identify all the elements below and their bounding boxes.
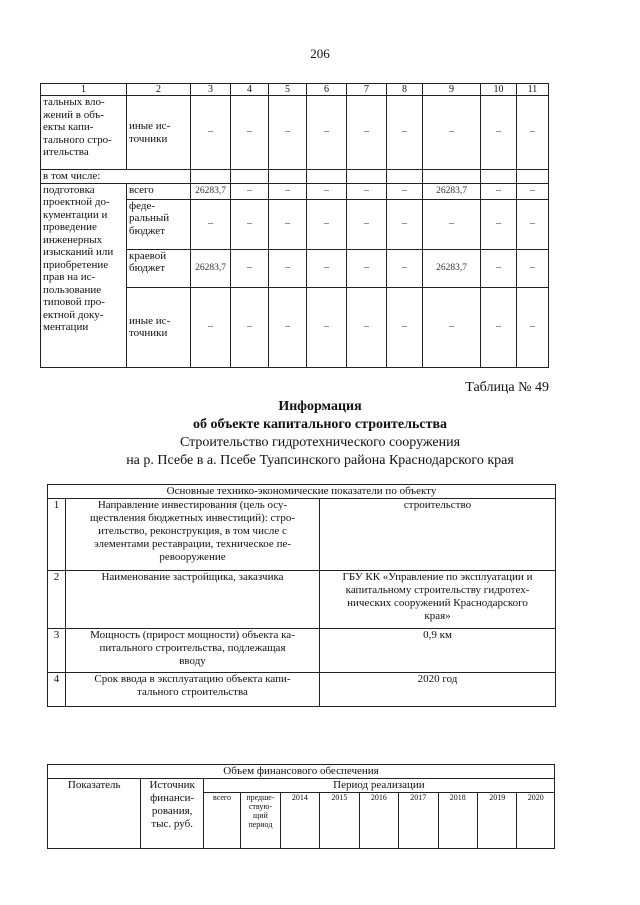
column-number: 4 — [231, 84, 269, 96]
row-value: 2020 год — [320, 673, 556, 707]
value-cell: – — [387, 96, 423, 170]
row-value: ГБУ КК «Управление по эксплуатации и капитальному строительству гидротех- нических сооружений Краснодарского края» — [320, 571, 556, 629]
table-row — [41, 170, 549, 184]
row-number: 1 — [48, 499, 66, 571]
period-column: 2015 — [320, 793, 359, 849]
value-cell: – — [481, 183, 517, 199]
value-cell: – — [231, 249, 269, 287]
period-column: 2017 — [399, 793, 438, 849]
value-cell: – — [423, 199, 481, 249]
value-cell: 26283,7 — [191, 249, 231, 287]
source-cell: иные ис- точники — [127, 96, 191, 170]
value-cell: – — [231, 287, 269, 367]
value-cell: – — [481, 199, 517, 249]
column-number: 9 — [423, 84, 481, 96]
value-cell: – — [517, 96, 549, 170]
column-header-source: Источник финанси- рования, тыс. руб. — [141, 779, 203, 849]
value-cell: – — [269, 199, 307, 249]
period-column: 2016 — [359, 793, 398, 849]
period-column: 2014 — [280, 793, 319, 849]
column-number: 10 — [481, 84, 517, 96]
document-title — [0, 398, 640, 470]
title-line: на р. Псебе в а. Псебе Туапсинского района Краснодарского края — [126, 453, 514, 468]
column-number: 1 — [41, 84, 127, 96]
table-header: Объем финансового обеспечения — [48, 765, 555, 779]
value-cell: – — [307, 249, 347, 287]
table-row — [48, 499, 556, 571]
title-line: Информация — [278, 399, 362, 414]
value-cell: – — [191, 199, 231, 249]
row-label: Мощность (прирост мощности) объекта ка- питального строительства, подлежащая вводу — [66, 629, 320, 673]
value-cell: – — [387, 249, 423, 287]
value-cell: – — [307, 199, 347, 249]
column-number: 3 — [191, 84, 231, 96]
table-row — [41, 96, 549, 170]
row-label: Наименование застройщика, заказчика — [66, 571, 320, 629]
value-cell: – — [307, 96, 347, 170]
value-cell: – — [423, 96, 481, 170]
value-cell: – — [231, 199, 269, 249]
table-row — [48, 629, 556, 673]
column-number: 5 — [269, 84, 307, 96]
value-cell: – — [387, 199, 423, 249]
column-number: 8 — [387, 84, 423, 96]
value-cell: – — [481, 287, 517, 367]
table-number: Таблица № 49 — [465, 380, 549, 395]
title-line: Строительство гидротехнического сооружения — [179, 435, 461, 450]
column-header-indicator: Показатель — [48, 779, 141, 849]
financing-volume-table — [47, 764, 555, 849]
indicator-cell: подготовка проектной до- кументации и проведение инженерных изысканий или приобретение прав на ис- пользование типовой про- ектной доку- ментации — [41, 183, 127, 367]
period-column: 2020 — [517, 793, 555, 849]
column-number: 7 — [347, 84, 387, 96]
source-cell: всего — [127, 183, 191, 199]
row-number: 3 — [48, 629, 66, 673]
value-cell: – — [347, 249, 387, 287]
table-row — [48, 571, 556, 629]
table-header: Основные технико-экономические показатели по объекту — [48, 485, 556, 499]
value-cell: – — [517, 287, 549, 367]
column-number: 2 — [127, 84, 191, 96]
row-label: Срок ввода в эксплуатацию объекта капи- тального строительства — [66, 673, 320, 707]
value-cell: 26283,7 — [423, 183, 481, 199]
row-label: Направление инвестирования (цель осу- ществления бюджетных инвестиций): стро- ительство, реконструкция, в том числе с элементами реставрации, техническое пе- ревооружение — [66, 499, 320, 571]
value-cell: – — [481, 96, 517, 170]
period-column: 2018 — [438, 793, 477, 849]
value-cell: – — [517, 249, 549, 287]
indicator-cell: тальных вло- жений в объ- екты капи- тального стро- ительства — [41, 96, 127, 170]
technical-indicators-table — [47, 484, 556, 707]
table-row — [41, 183, 549, 199]
column-number-row — [41, 84, 549, 96]
value-cell: – — [387, 287, 423, 367]
value-cell: – — [347, 183, 387, 199]
value-cell: – — [347, 199, 387, 249]
financing-table-continued — [40, 83, 549, 368]
value-cell: – — [269, 287, 307, 367]
page-number: 206 — [310, 46, 330, 61]
value-cell: 26283,7 — [191, 183, 231, 199]
value-cell: – — [307, 183, 347, 199]
period-column: всего — [203, 793, 240, 849]
value-cell: 26283,7 — [423, 249, 481, 287]
value-cell: – — [231, 183, 269, 199]
column-number: 6 — [307, 84, 347, 96]
source-cell: краевой бюджет — [127, 249, 191, 287]
title-line: об объекте капитального строительства — [192, 417, 448, 432]
row-value: строительство — [320, 499, 556, 571]
value-cell: – — [423, 287, 481, 367]
source-cell: иные ис- точники — [127, 287, 191, 367]
subheading-cell: в том числе: — [41, 170, 191, 184]
value-cell: – — [231, 96, 269, 170]
value-cell: – — [269, 249, 307, 287]
source-cell: феде- ральный бюджет — [127, 199, 191, 249]
value-cell: – — [269, 96, 307, 170]
row-number: 4 — [48, 673, 66, 707]
period-column: предше- ствую- щий период — [241, 793, 280, 849]
value-cell: – — [387, 183, 423, 199]
row-value: 0,9 км — [320, 629, 556, 673]
value-cell: – — [517, 199, 549, 249]
value-cell: – — [481, 249, 517, 287]
value-cell: – — [347, 96, 387, 170]
value-cell: – — [347, 287, 387, 367]
table-row — [48, 673, 556, 707]
row-number: 2 — [48, 571, 66, 629]
value-cell: – — [191, 96, 231, 170]
value-cell: – — [191, 287, 231, 367]
value-cell: – — [307, 287, 347, 367]
value-cell: – — [517, 183, 549, 199]
period-column: 2019 — [478, 793, 517, 849]
value-cell: – — [269, 183, 307, 199]
column-number: 11 — [517, 84, 549, 96]
period-header: Период реализации — [203, 779, 554, 793]
